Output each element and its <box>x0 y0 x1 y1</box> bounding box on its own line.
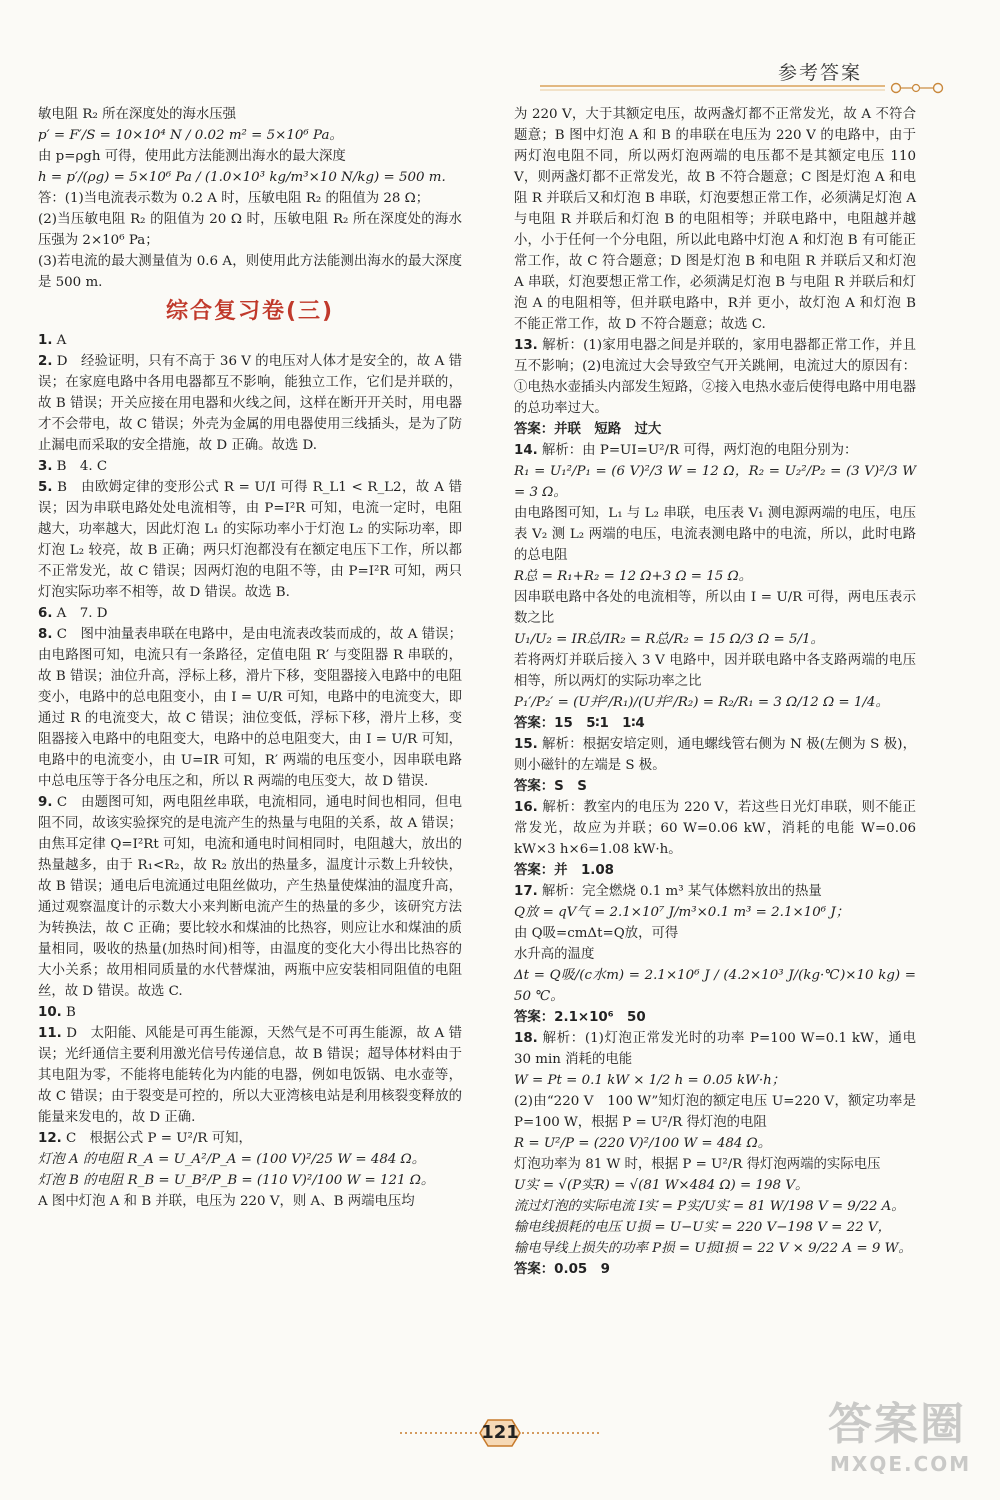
answer-line: 答案：0.05 9 <box>514 1262 610 1277</box>
answer-item <box>514 881 916 902</box>
answer-line: 答案：并联 短路 过大 <box>514 422 662 437</box>
equation: R₁ = U₁²/P₁ = (6 V)²/3 W = 12 Ω，R₂ = U₂²/P₂ = (3 V)²/3 W = 3 Ω。 <box>514 464 916 500</box>
item-number: 6. <box>38 606 53 621</box>
text-line: 水升高的温度 <box>514 947 595 962</box>
equation: U₁/U₂ = IR总/IR₂ = R总/R₂ = 15 Ω/3 Ω = 5/1。 <box>514 632 824 647</box>
page-number: 121 <box>481 1422 519 1443</box>
text-line: 由 Q吸=cmΔt=Q放，可得 <box>514 926 679 941</box>
left-column <box>38 104 462 1212</box>
text-line: 由 p=ρgh 可得，使用此方法能测出海水的最大深度 <box>38 149 346 164</box>
header-decoration <box>540 82 950 102</box>
answer-item <box>38 603 462 624</box>
equation: 输电线损耗的电压 U损 = U−U实 = 220 V−198 V = 22 V， <box>514 1220 891 1235</box>
item-text: 解析：完全燃烧 0.1 m³ 某气体燃料放出的热量 <box>542 884 822 899</box>
text-line: (2)当压敏电阻 R₂ 的阻值为 20 Ω 时，压敏电阻 R₂ 所在深度处的海水压强为 2×10⁶ Pa； <box>38 212 462 248</box>
item-text: C 由题图可知，两电阻丝串联，电流相同，通电时间也相同，但电阻不同，故该实验探究的是电流产生的热量与电阻的关系，故 A 错误；由焦耳定律 Q=I²Rt 可知，电流和通电时间相同时，电阻越大，放出的热量越多，由于 R₁<R₂，故 R₂ 放出的热量多，温度计示数上升较快，故 B 错误；通电后电流通过电阻丝做功，产生热量使煤油的温度升高，通过观察温度计的示数大小来判断电流产生的热量的多少，该研究方法为转换法，故 C 正确；要比较水和煤油的比热容，则应让水和煤油的质量相同，吸收的热量(加热时间)相等，由温度的变化大小得出比热容的大小关系；故用相同质量的水代替煤油，两瓶中应安装相同阻值的电阻丝，故 D 错误。故选 C. <box>38 795 462 999</box>
answer-item <box>38 477 462 603</box>
text-line: 为 220 V，大于其额定电压，故两盏灯都不正常发光，故 A 不符合题意；B 图中灯泡 A 和 B 的串联在电压为 220 V 的电路中，由于两灯泡电阻不同，所以两灯泡两端的电压都不是其额定电压 110 V，则两盏灯都不正常发光，故 B 不符合题意；C 图是灯泡 A 和电阻 R 并联后又和灯泡 B 串联，灯泡要想正常工作，必须满足灯泡 A 与电阻 R 并联后和灯泡 B 的电阻相等；并联电路中，电阻越并越小，小于任何一个分电阻，所以此电路中灯泡 A 和灯泡 B 有可能正常工作，故 C 符合题意；D 图是灯泡 B 和电阻 R 并联后又和灯泡 A 串联，灯泡要想正常工作，必须满足灯泡 B 与电阻 R 并联后和灯泡 A 的电阻相等，但并联电路中，R并 更小，故灯泡 A 和灯泡 B 不能正常工作，故 D 不符合题意；故选 C. <box>514 107 916 332</box>
answer-item <box>514 734 916 776</box>
answer-item <box>38 624 462 792</box>
text-line: A 图中灯泡 A 和 B 并联，电压为 220 V，则 A、B 两端电压均 <box>38 1194 415 1209</box>
item-number: 16. <box>514 800 538 815</box>
equation: 灯泡 B 的电阻 R_B = U_B²/P_B = (110 V)²/100 W = 121 Ω。 <box>38 1173 435 1188</box>
answer-item <box>514 440 916 461</box>
equation: 流过灯泡的实际电流 I实 = P实/U实 = 81 W/198 V = 9/22 A。 <box>514 1199 905 1214</box>
equation: Q放 = qV气 = 2.1×10⁷ J/m³×0.1 m³ = 2.1×10⁶ J； <box>514 905 850 920</box>
answer-list <box>38 330 462 1212</box>
answer-item <box>38 351 462 456</box>
answer-item <box>38 792 462 1002</box>
answer-item <box>38 1002 462 1023</box>
item-number: 10. <box>38 1005 62 1020</box>
item-text: 解析：由 P=UI=U²/R 可得，两灯泡的电阻分别为： <box>542 443 858 458</box>
item-number: 17. <box>514 884 538 899</box>
page-header-label: 参考答案 <box>778 62 863 84</box>
item-text: 解析：根据安培定则，通电螺线管右侧为 N 极(左侧为 S 极)，则小磁针的左端是 S 极。 <box>514 737 916 773</box>
item-number: 18. <box>514 1031 538 1046</box>
text-line: (2)由“220 V 100 W”知灯泡的额定电压 U=220 V，额定功率是 P=100 W，根据 P = U²/R 得灯泡的电阻 <box>514 1094 916 1130</box>
item-number: 2. <box>38 354 53 369</box>
watermark-logo-text: 答案圈 <box>828 1399 966 1450</box>
item-number: 5. <box>38 480 53 495</box>
item-text: C 图中油量表串联在电路中，是由电流表改装而成的，故 A 错误；由电路图可知，电流只有一条路径，定值电阻 R′ 与变阻器 R 串联的，故 B 错误；油位升高，浮标上移，滑片下移，变阻器接入电路中的电阻变小，电路中的总电阻变小，由 I = U/R 可知，电路中的电流变大，即通过 R 的电流变大，故 C 错误；油位变低，浮标下移，滑片上移，变阻器接入电路中的电阻变大，电路中的总电阻变大，由 I = U/R 可知，电路中的电流变小，由 U=IR 可知，R′ 两端的电压变小，因串联电路中总电压等于各分电压之和，所以 R 两端的电压变大，故 D 错误. <box>38 627 462 789</box>
item-text: A 7. D <box>56 606 108 621</box>
answer-item <box>38 1128 462 1149</box>
answer-item <box>514 1028 916 1070</box>
item-text: 解析：(1)灯泡正常发光时的功率 P=100 W=0.1 kW，通电 30 min 消耗的电能 <box>514 1031 916 1067</box>
item-number: 9. <box>38 795 53 810</box>
equation: p′ = F′/S = 10×10⁴ N / 0.02 m² = 5×10⁶ Pa。 <box>38 128 343 143</box>
item-text: B 4. C <box>56 459 108 474</box>
watermark <box>828 1398 990 1496</box>
item-number: 1. <box>38 333 53 348</box>
left-intro <box>38 104 462 293</box>
right-column <box>514 104 916 1280</box>
text-line: (3)若电流的最大测量值为 0.6 A，则使用此方法能测出海水的最大深度是 500 m. <box>38 254 462 290</box>
item-text: B 由欧姆定律的变形公式 R = U/I 可得 R_L1 < R_L2，故 A 错误；因为串联电路处处电流相等，由 P=I²R 可知，电流一定时，电阻越大，功率越大，因此灯泡 L₁ 的实际功率小于灯泡 L₂ 的实际功率，即灯泡 L₂ 较亮，故 B 正确；两只灯泡都没有在额定电压下工作，所以都不正常发光，故 C 错误；因两灯泡的电阻不等，由 P=I²R 可知，两只灯泡实际功率不相等，故 D 错误。故选 B. <box>38 480 462 600</box>
item-text: B <box>66 1005 76 1020</box>
item-text: D 经验证明，只有不高于 36 V 的电压对人体才是安全的，故 A 错误；在家庭电路中各用电器都互不影响，能独立工作，它们是并联的，故 B 错误；开关应接在用电器和火线之间，这样在断开开关时，用电器才不会带电，故 C 错误；外壳为金属的用电器使用三线插头，是为了防止漏电而采取的安全措施，故 D 正确。故选 D. <box>38 354 462 453</box>
equation: R总 = R₁+R₂ = 12 Ω+3 Ω = 15 Ω。 <box>514 569 753 584</box>
equation: 灯泡 A 的电阻 R_A = U_A²/P_A = (100 V)²/25 W = 484 Ω。 <box>38 1152 426 1167</box>
equation: 输电导线上损失的功率 P损 = U损I损 = 22 V × 9/22 A = 9 W。 <box>514 1241 912 1256</box>
equation: U实 = √(P实R) = √(81 W×484 Ω) = 198 V。 <box>514 1178 809 1193</box>
item-text: 解析：(1)家用电器之间是并联的，家用电器都正常工作，并且互不影响；(2)电流过大会导致空气开关跳闸，电流过大的原因有：①电热水壶插头内部发生短路，②接入电热水壶后使得电路中用电器的总功率过大。 <box>514 338 916 416</box>
item-number: 14. <box>514 443 538 458</box>
item-number: 15. <box>514 737 538 752</box>
text-line: 因串联电路中各处的电流相等，所以由 I = U/R 可得，两电压表示数之比 <box>514 590 916 626</box>
equation: P₁′/P₂′ = (U并²/R₁)/(U并²/R₂) = R₂/R₁ = 3 Ω/12 Ω = 1/4。 <box>514 695 889 710</box>
item-text: D 太阳能、风能是可再生能源，天然气是不可再生能源，故 A 错误；光纤通信主要利用激光信号传递信息，故 B 错误；超导体材料由于其电阻为零，不能将电能转化为内能的电器，例如电饭锅、电水壶等，故 C 错误；由于裂变是可控的，所以大亚湾核电站是利用核裂变释放的能量来发电的，故 D 正确. <box>38 1026 462 1125</box>
item-text: C 根据公式 P = U²/R 可知， <box>66 1131 252 1146</box>
text-line: 若将两灯并联后接入 3 V 电路中，因并联电路中各支路两端的电压相等，所以两灯的实际功率之比 <box>514 653 916 689</box>
answer-line: 答案：并 1.08 <box>514 863 614 878</box>
text-line: 灯泡功率为 81 W 时，根据 P = U²/R 得灯泡两端的实际电压 <box>514 1157 881 1172</box>
equation: Δt = Q吸/(c水m) = 2.1×10⁶ J / (4.2×10³ J/(kg·℃)×10 kg) = 50 ℃。 <box>514 968 916 1004</box>
item-number: 8. <box>38 627 53 642</box>
answer-item <box>38 456 462 477</box>
equation: R = U²/P = (220 V)²/100 W = 484 Ω。 <box>514 1136 772 1151</box>
text-line: 敏电阻 R₂ 所在深度处的海水压强 <box>38 107 237 122</box>
answer-item <box>38 1023 462 1128</box>
equation: h = p′/(ρg) = 5×10⁶ Pa / (1.0×10³ kg/m³×10 N/kg) = 500 m. <box>38 170 446 185</box>
item-number: 12. <box>38 1131 62 1146</box>
item-number: 3. <box>38 459 53 474</box>
answer-item <box>514 797 916 860</box>
equation: W = Pt = 0.1 kW × 1/2 h = 0.05 kW·h； <box>514 1073 786 1088</box>
item-text: 解析：教室内的电压为 220 V，若这些日光灯串联，则不能正常发光，故应为并联；60 W=0.06 kW，消耗的电能 W=0.06 kW×3 h×6=1.08 kW·h。 <box>514 800 916 857</box>
answer-line: 答案：2.1×10⁶ 50 <box>514 1010 646 1025</box>
text-line: 答：(1)当电流表示数为 0.2 A 时，压敏电阻 R₂ 的阻值为 28 Ω； <box>38 191 430 206</box>
text-line: 由电路图可知，L₁ 与 L₂ 串联，电压表 V₁ 测电源两端的电压，电压表 V₂ 测 L₂ 两端的电压，电流表测电路中的电流，所以，此时电路的总电阻 <box>514 506 916 563</box>
answer-item <box>38 330 462 351</box>
watermark-url: MXQE.COM <box>830 1452 972 1476</box>
answer-item <box>514 335 916 419</box>
answer-line: 答案：15 5∶1 1∶4 <box>514 716 645 731</box>
page-number-footer <box>400 1416 600 1452</box>
item-number: 13. <box>514 338 538 353</box>
answer-line: 答案：S S <box>514 779 587 794</box>
section-title: 综合复习卷(三) <box>165 299 335 324</box>
item-text: A <box>56 333 67 348</box>
item-number: 11. <box>38 1026 62 1041</box>
